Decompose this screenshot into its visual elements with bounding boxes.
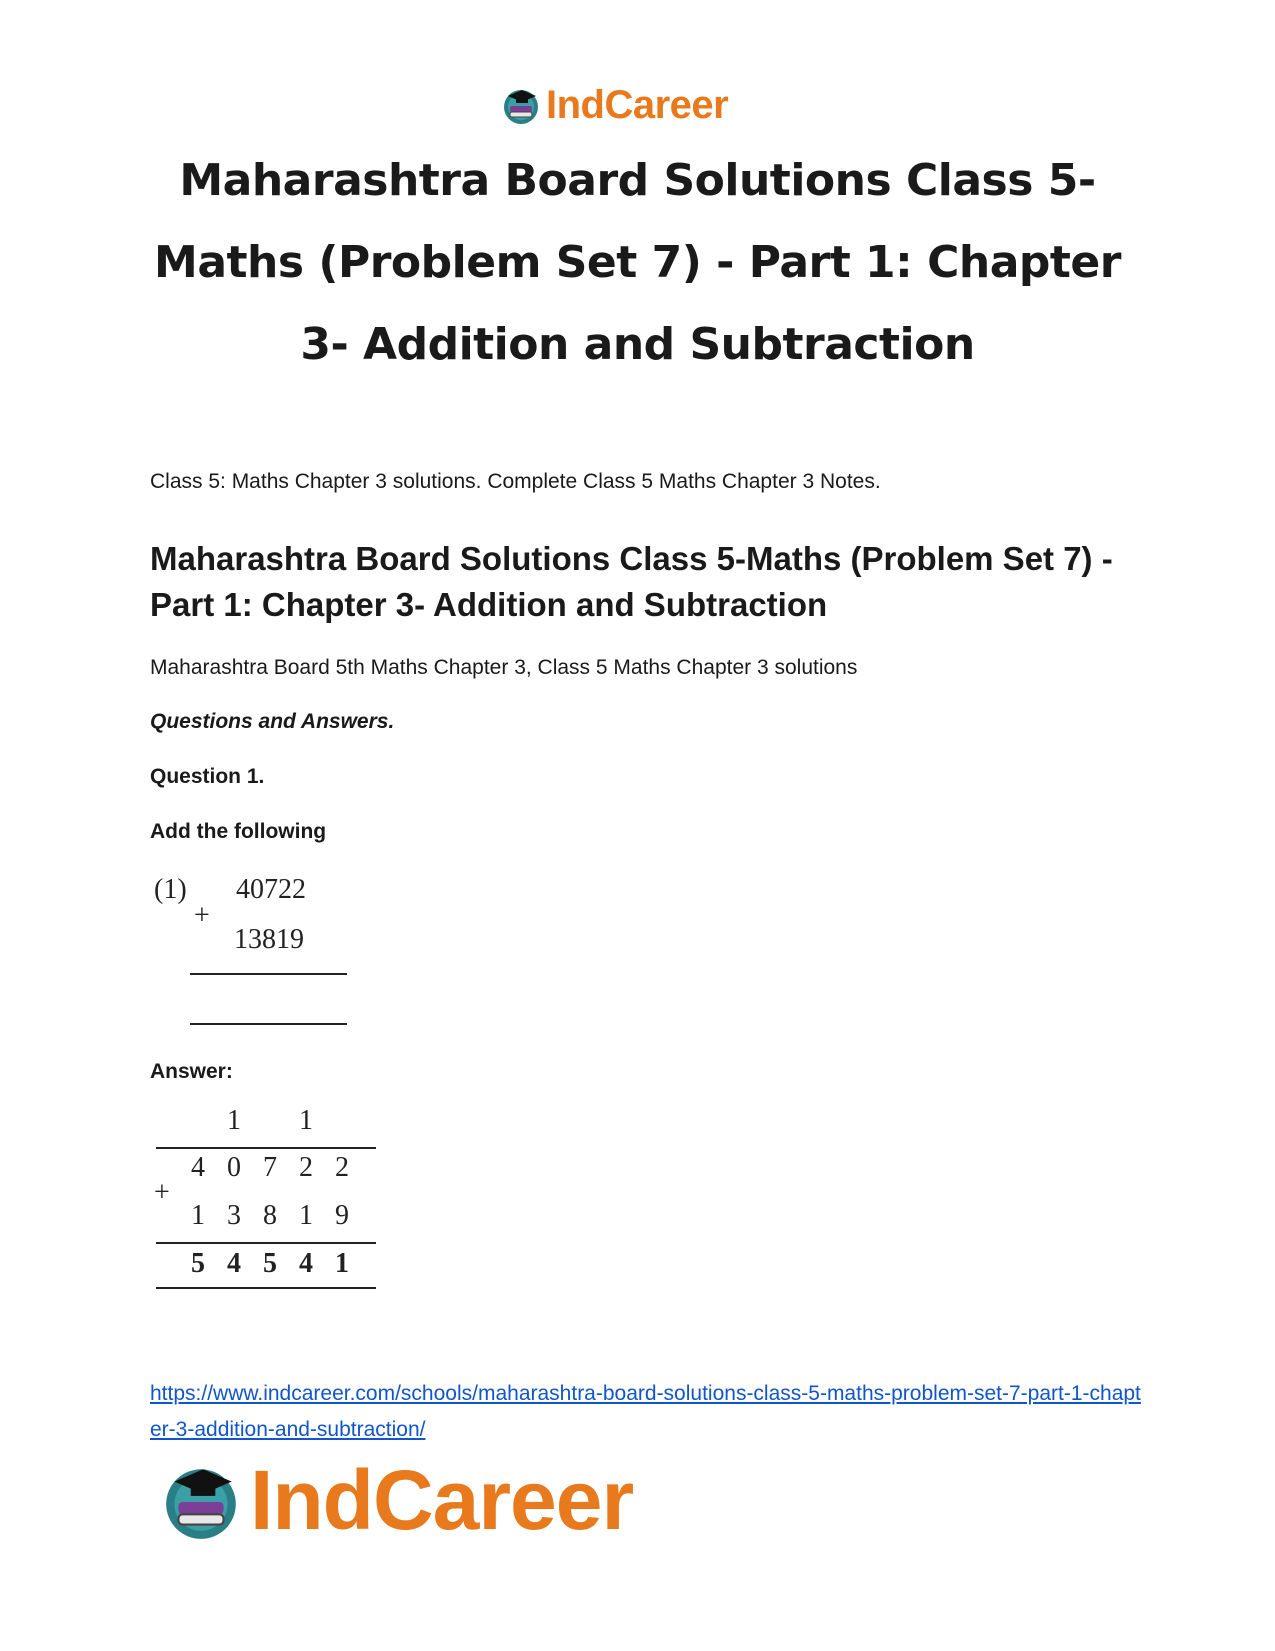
problem-figure (150, 870, 370, 1030)
problem-number: (1) (154, 874, 187, 905)
subintro-text: Maharashtra Board 5th Maths Chapter 3, Class 5 Maths Chapter 3 solutions (150, 656, 858, 679)
intro-text: Class 5: Maths Chapter 3 solutions. Complete Class 5 Maths Chapter 3 Notes. (150, 470, 881, 493)
digit: 5 (263, 1248, 277, 1279)
digit: 1 (335, 1248, 349, 1279)
plus-operator: + (154, 1177, 170, 1208)
sum-row (180, 1248, 360, 1280)
problem-top-number: 40722 (236, 874, 306, 905)
carry-row (180, 1105, 360, 1137)
carry-digit (252, 1105, 288, 1137)
graduation-cap-book-globe-icon (500, 84, 542, 126)
addend-row-2 (180, 1200, 360, 1232)
addend-row-1 (180, 1152, 360, 1184)
digit: 4 (191, 1152, 205, 1183)
answer-figure (150, 1105, 390, 1295)
digit: 5 (191, 1248, 205, 1279)
instruction-text: Add the following (150, 820, 327, 843)
digit: 1 (299, 1200, 313, 1231)
digit: 4 (227, 1248, 241, 1279)
digit: 2 (299, 1152, 313, 1183)
source-link[interactable]: https://www.indcareer.com/schools/maharashtra-board-solutions-class-5-maths-problem-set-7-part-1-chapter-3-addition-and-subtraction/ (150, 1382, 1141, 1441)
question-label: Question 1. (150, 765, 265, 788)
sum-line (190, 973, 347, 975)
footer-logo (158, 1452, 718, 1547)
section-heading: Maharashtra Board Solutions Class 5-Maths (Problem Set 7) - Part 1: Chapter 3- Addition and Subtraction (150, 540, 1113, 623)
carry-line (156, 1147, 376, 1149)
digit: 3 (227, 1200, 241, 1231)
digit: 7 (263, 1152, 277, 1183)
graduation-cap-book-globe-icon (158, 1457, 244, 1543)
carry-digit: 1 (227, 1105, 241, 1136)
digit: 2 (335, 1152, 349, 1183)
digit: 0 (227, 1152, 241, 1183)
qa-label: Questions and Answers. (150, 710, 395, 733)
answer-line (190, 1023, 347, 1025)
header-logo (500, 80, 770, 130)
logo-text: IndCareer (546, 82, 729, 127)
digit: 9 (335, 1200, 349, 1231)
digit: 1 (191, 1200, 205, 1231)
digit: 4 (299, 1248, 313, 1279)
bottom-line (156, 1287, 376, 1289)
problem-bottom-number: 13819 (234, 924, 304, 955)
digit: 8 (263, 1200, 277, 1231)
page-title: Maharashtra Board Solutions Class 5-Maths (Problem Set 7) - Part 1: Chapter 3- Addition and Subtraction (154, 155, 1121, 370)
carry-digit (180, 1105, 216, 1137)
logo-text: IndCareer (250, 1452, 634, 1547)
sum-line (156, 1242, 376, 1244)
carry-digit (324, 1105, 360, 1137)
answer-label: Answer: (150, 1060, 233, 1083)
carry-digit: 1 (299, 1105, 313, 1136)
plus-operator: + (194, 900, 210, 931)
